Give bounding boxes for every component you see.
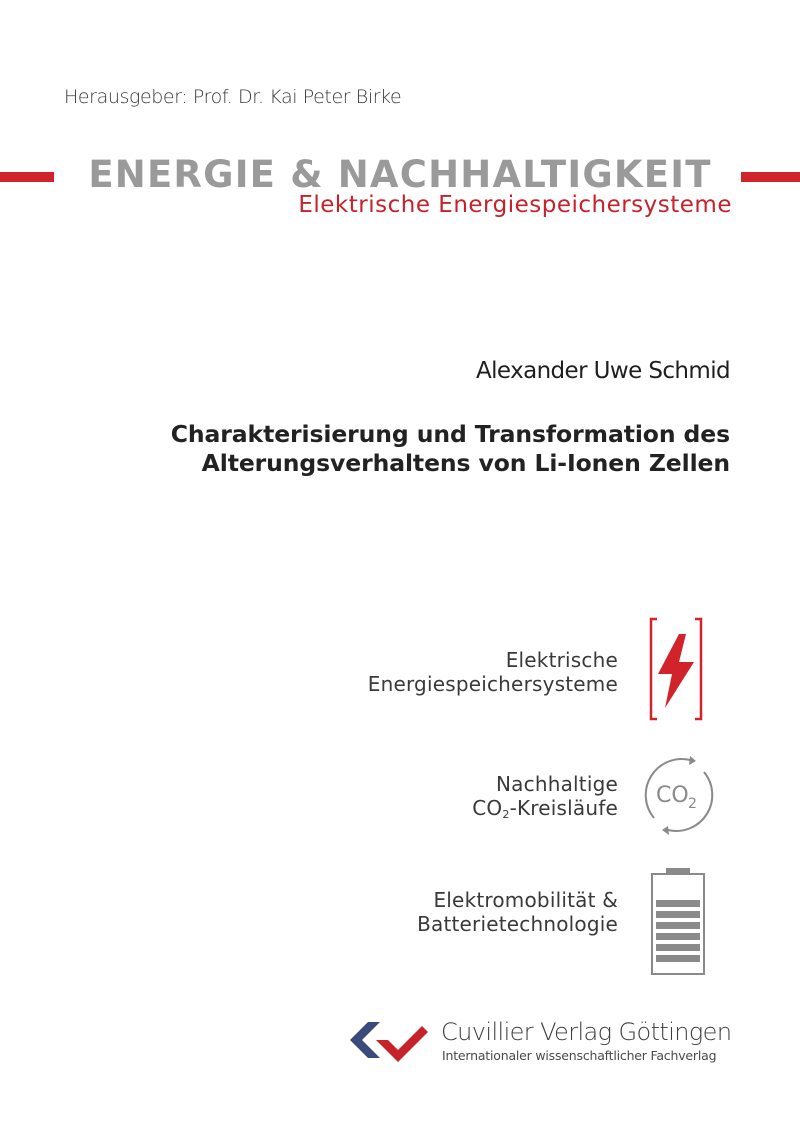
cuvillier-logo-icon [350, 1018, 430, 1066]
series-subtitle: Elektrische Energiespeichersysteme [298, 192, 732, 218]
co2-icon-sub: 2 [688, 796, 697, 812]
editor-line: Herausgeber: Prof. Dr. Kai Peter Birke [64, 86, 402, 108]
topic-e-mobility [417, 888, 618, 936]
topic-line1: Elektrische [505, 648, 618, 672]
series-title: ENERGIE & NACHHALTIGKEIT [88, 153, 712, 196]
book-title-line1: Charakterisierung und Transformation des [170, 420, 730, 448]
topic-line1: Elektromobilität & [433, 888, 618, 912]
topic-line2: Batterietechnologie [417, 912, 618, 936]
topic-line1: Nachhaltige [496, 772, 618, 796]
topic-line2: Energiespeichersysteme [367, 672, 618, 696]
co2-cycle-icon [634, 750, 724, 840]
battery-icon [650, 866, 706, 976]
book-title [171, 420, 730, 478]
publisher-tagline: Internationaler wissenschaftlicher Fachverlag [442, 1048, 717, 1063]
author-name: Alexander Uwe Schmid [476, 358, 730, 384]
book-title-line2: Alterungsverhaltens von Li-Ionen Zellen [201, 449, 730, 477]
topic-line2: $CO_2$-Kreisläufe [472, 796, 618, 821]
topic-energy-storage [368, 648, 618, 696]
publisher-name: Cuvillier Verlag Göttingen [441, 1018, 732, 1046]
co2-icon-text: CO [656, 783, 689, 808]
topic-co2-cycles [472, 772, 618, 827]
lightning-battery-icon [648, 616, 704, 722]
